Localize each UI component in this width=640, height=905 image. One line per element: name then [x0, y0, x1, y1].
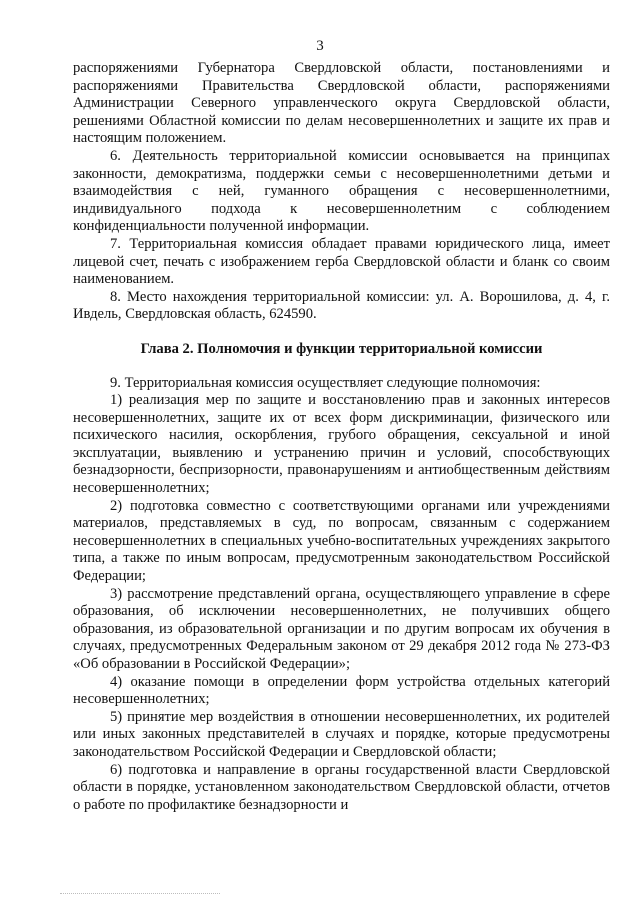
- list-item-5: 5) принятие мер воздействия в отношении несовершеннолетних, их родителей или иных законных представителей в случаях и порядке, которые предусмотрены законодательством Российской Федерации и Свердловской области;: [73, 708, 610, 760]
- paragraph-9: 9. Территориальная комиссия осуществляет следующие полномочия:: [110, 374, 541, 391]
- chapter-heading: Глава 2. Полномочия и функции территориальной комиссии: [140, 340, 543, 357]
- list-item-4: 4) оказание помощи в определении форм устройства отдельных категорий несовершеннолетних;: [73, 673, 610, 708]
- list-item-6: 6) подготовка и направление в органы государственной власти Свердловской области в порядке, установленном законодательством Свердловской области, отчетов о работе по профилактике безнадзорности и: [73, 761, 610, 813]
- paragraph-8: 8. Место нахождения территориальной комиссии: ул. А. Ворошилова, д. 4, г. Ивдель, Свердловская область, 624590.: [73, 288, 610, 323]
- document-body: [73, 60, 610, 814]
- page-number: 3: [316, 38, 324, 54]
- paragraph-6: 6. Деятельность территориальной комиссии основывается на принципах законности, демократизма, поддержки семьи с несовершеннолетними детьми и взаимодействия с ней, гуманного обращения с несовершеннолетними, индивидуального подхода к несовершеннолетним с соблюдением конфиденциальности полученной информации.: [73, 147, 610, 235]
- scan-artifact-divider: [60, 893, 220, 898]
- list-item-1: 1) реализация мер по защите и восстановлению прав и законных интересов несовершеннолетних, защите их от всех форм дискриминации, физического или психического насилия, оскорбления, грубого обращения, сексуальной и иной эксплуатации, выявлению и устранению причин и условий, способствующих безнадзорности, беспризорности, правонарушениям и антиобщественным действиям несовершеннолетних;: [73, 392, 610, 497]
- list-item-2: 2) подготовка совместно с соответствующими органами или учреждениями материалов, представляемых в суд, по вопросам, связанным с содержанием несовершеннолетних в специальных учебно-воспитательных учреждениях закрытого типа, а также по иным вопросам, предусмотренным законодательством Российской Федерации;: [73, 497, 610, 585]
- list-item-3: 3) рассмотрение представлений органа, осуществляющего управление в сфере образования, об исключении несовершеннолетних, не получивших общего образования, из образовательной организации и по другим вопросам их обучения в случаях, предусмотренных Федеральным законом от 29 декабря 2012 года № 273-ФЗ «Об образовании в Российской Федерации»;: [73, 585, 610, 672]
- paragraph-7: 7. Территориальная комиссия обладает правами юридического лица, имеет лицевой счет, печать с изображением герба Свердловской области и бланк со своим наименованием.: [73, 235, 610, 288]
- intro-paragraph: распоряжениями Губернатора Свердловской области, постановлениями и распоряжениями Правительства Свердловской области, распоряжениями Администрации Северного управленческого округа Свердловской области, решениями Областной комиссии по делам несовершеннолетних и защите их прав и настоящим положением.: [73, 60, 610, 147]
